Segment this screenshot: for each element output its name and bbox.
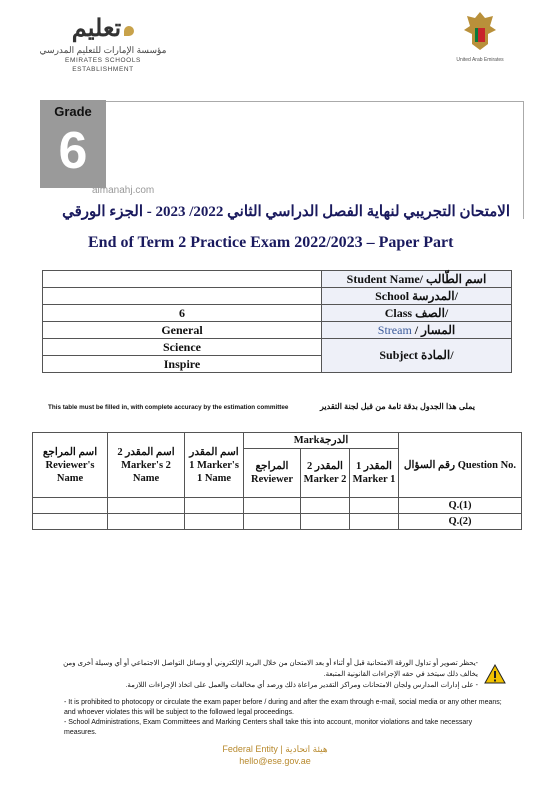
marker1-name-header: اسم المقدر 1 Marker's 1 Name	[185, 433, 244, 498]
table-row	[33, 498, 522, 514]
class-value[interactable]: 6	[43, 305, 322, 322]
table-row	[43, 288, 512, 305]
mark-cell[interactable]	[108, 498, 185, 514]
warning-text-arabic	[60, 658, 478, 691]
question-no-header: رقم السؤال Question No.	[399, 433, 522, 498]
subject-label: Subject المادة/	[322, 339, 512, 373]
table-row	[43, 339, 512, 356]
reviewer-header: المراجع Reviewer	[244, 449, 301, 498]
warning-icon	[484, 664, 506, 684]
student-name-label: Student Name/ اسم الطّالب	[322, 271, 512, 288]
drop-icon	[124, 26, 134, 36]
mark-header: Markالدرجة	[244, 433, 399, 449]
ese-logo-english: EMIRATES SCHOOLS ESTABLISHMENT	[65, 57, 141, 73]
fill-note-english: This table must be filled in, with complete accuracy by the estimation committee	[48, 404, 289, 411]
mark-cell[interactable]	[108, 514, 185, 530]
book-value[interactable]: Inspire	[43, 356, 322, 373]
marker2-name-header: اسم المقدر 2 Marker's 2 Name	[108, 433, 185, 498]
subject-value[interactable]: Science	[43, 339, 322, 356]
marks-table	[32, 432, 522, 530]
mark-cell[interactable]	[301, 514, 350, 530]
mark-cell[interactable]	[244, 498, 301, 514]
marker1-header: المقدر 1 Marker 1	[350, 449, 399, 498]
table-row	[43, 322, 512, 339]
mark-cell[interactable]	[185, 514, 244, 530]
footer-entity: Federal Entity | هيئة اتحادية	[222, 744, 328, 754]
table-row	[43, 271, 512, 288]
exam-title-english: End of Term 2 Practice Exam 2022/2023 – Paper Part	[88, 234, 454, 251]
mark-cell[interactable]	[350, 514, 399, 530]
grade-label: Grade	[54, 104, 92, 119]
class-label: Class الصف/	[322, 305, 512, 322]
table-row	[43, 305, 512, 322]
mark-cell[interactable]	[301, 498, 350, 514]
ese-logo-word: تعليم	[71, 15, 122, 42]
falcon-emblem-icon	[463, 10, 497, 52]
table-header-row	[33, 433, 522, 449]
stream-label: Stream / المسار	[322, 322, 512, 339]
warning-text-english	[64, 698, 504, 738]
warning-english-line: - School Administrations, Exam Committees and Marking Centers shall take this into account, monitor violations and take necessary measures.	[64, 719, 473, 736]
warning-english-line: - It is prohibited to photocopy or circulate the exam paper before / during and after the exam through e-mail, social media or any other means; and whoever violates this will be subject to the followed legal proceedings.	[64, 699, 502, 716]
header-divider	[106, 101, 524, 102]
warning-arabic-line: - على إدارات المدارس ولجان الامتحانات ومراكز التقدير مراعاة ذلك ورصد أي مخالفات والعمل على اتخاذ الإجراءات اللازمة.	[125, 682, 478, 689]
mark-cell[interactable]	[244, 514, 301, 530]
mark-cell[interactable]	[33, 498, 108, 514]
footer-email-link[interactable]: hello@ese.gov.ae	[239, 756, 311, 766]
mark-cell[interactable]	[33, 514, 108, 530]
warning-arabic-line: -يحظر تصوير أو تداول الورقة الامتحانية قبل أو أثناء أو بعد الامتحان من خلال البريد الإلكتروني أو وسائل التواصل الاجتماعي أو أي وسيلة أخرى ومن يخالف ذلك سيتخذ في حقه الإجراءات القانونية المتبعة.	[63, 660, 478, 678]
marker2-header: المقدر 2 Marker 2	[301, 449, 350, 498]
school-label: School المدرسة/	[322, 288, 512, 305]
table-row	[33, 514, 522, 530]
student-info-table	[42, 270, 512, 373]
uae-caption: United Arab Emirates	[456, 57, 504, 63]
question-cell: Q.(2)	[399, 514, 522, 530]
header-divider-vertical	[523, 101, 524, 219]
ese-logo-arabic: مؤسسة الإمارات للتعليم المدرسي	[39, 45, 167, 55]
ese-logo	[38, 14, 168, 76]
stream-value[interactable]: General	[43, 322, 322, 339]
mark-cell[interactable]	[185, 498, 244, 514]
reviewer-name-header: اسم المراجع Reviewer's Name	[33, 433, 108, 498]
question-cell: Q.(1)	[399, 498, 522, 514]
exam-title-arabic: الامتحان التجريبي لنهاية الفصل الدراسي الثاني 2022/ 2023 - الجزء الورقي	[62, 204, 510, 220]
grade-number: 6	[58, 122, 88, 180]
student-name-value[interactable]	[43, 271, 322, 288]
uae-emblem-logo	[450, 10, 510, 74]
fill-note-arabic: يملى هذا الجدول بدقة تامة من قبل لجنة التقدير	[320, 402, 476, 411]
school-value[interactable]	[43, 288, 322, 305]
watermark: almanahj.com	[92, 185, 155, 196]
mark-cell[interactable]	[350, 498, 399, 514]
